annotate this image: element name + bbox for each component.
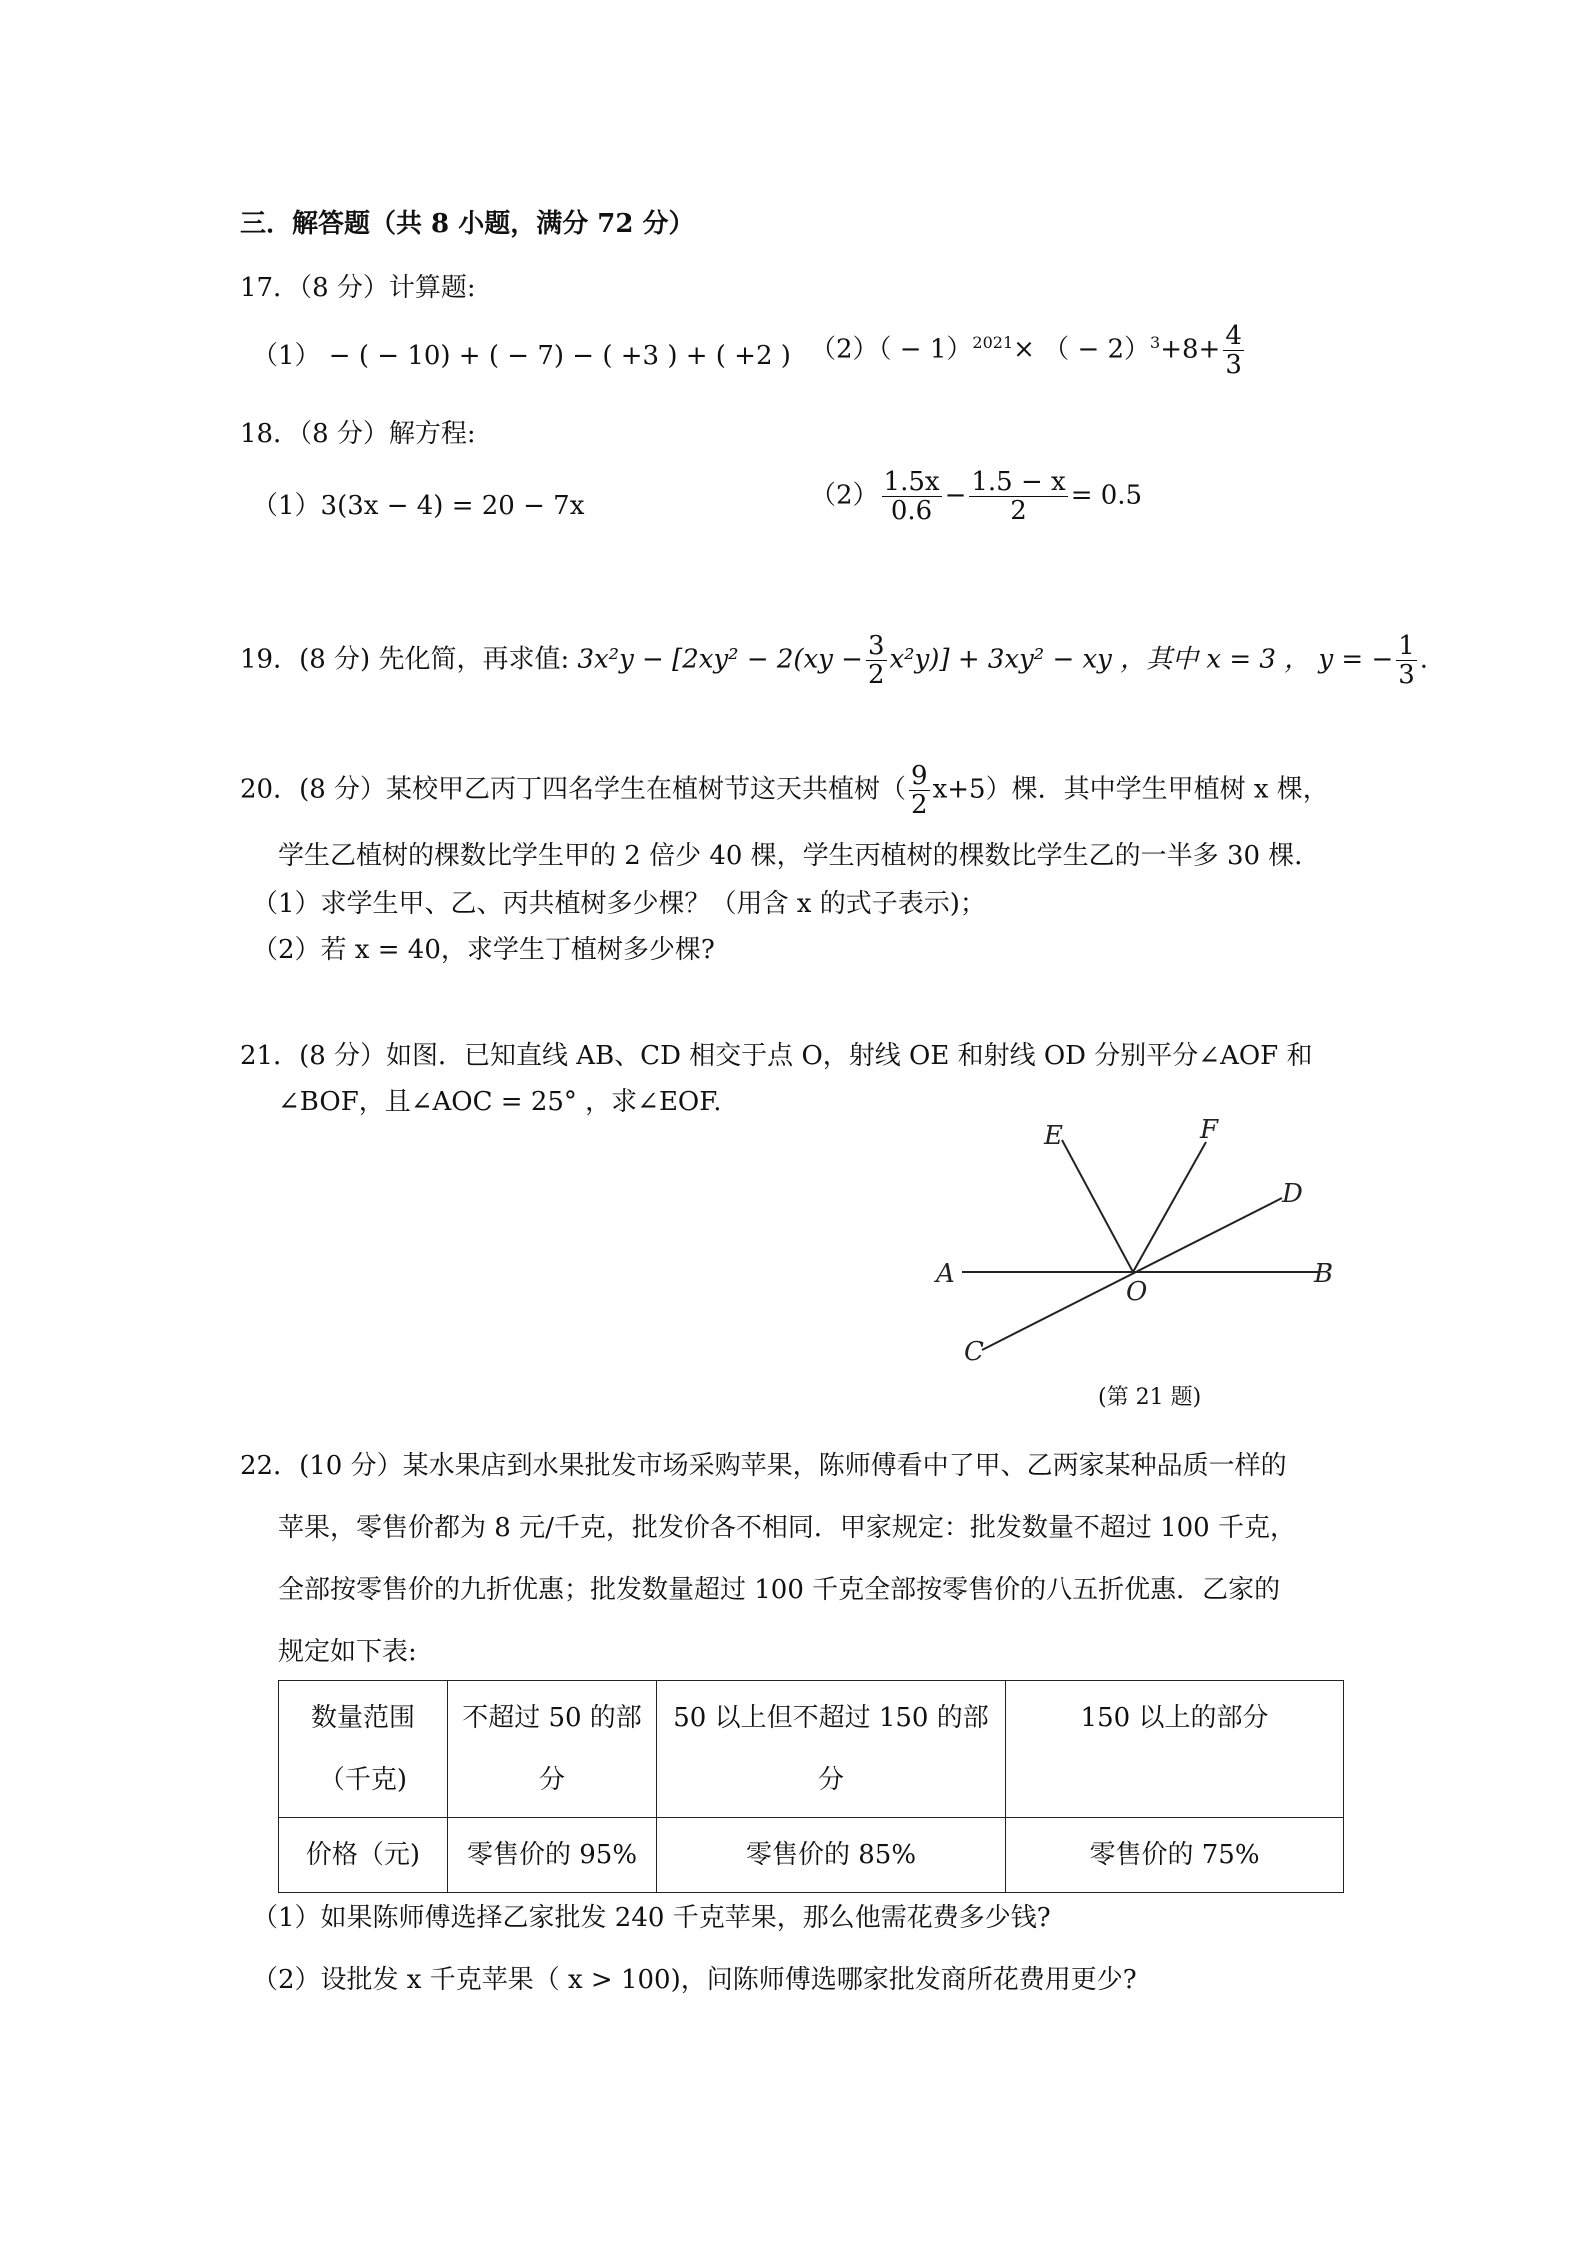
figure-caption: (第 21 题) bbox=[1098, 1385, 1202, 1410]
q21-line2: ∠BOF，且∠AOC = 25° ，求∠EOF. bbox=[278, 1087, 722, 1117]
q20-text: 20．(8 分）某校甲乙丙丁四名学生在植树节这天共植树（ bbox=[240, 774, 907, 805]
q18-minus: − bbox=[944, 480, 967, 511]
q20-part1: （1）求学生甲、乙、丙共植树多少棵？（用含 x 的式子表示)； bbox=[252, 889, 986, 919]
q19 bbox=[240, 632, 1428, 689]
line-cd bbox=[982, 1198, 1282, 1350]
q22-line2: 苹果，零售价都为 8 元/千克，批发价各不相同．甲家规定：批发数量不超过 100 千克， bbox=[278, 1513, 1296, 1543]
angle-figure bbox=[920, 1110, 1360, 1410]
table-cell: 价格（元) bbox=[279, 1818, 448, 1893]
q20-fraction: $\frac{9}{2}$ bbox=[911, 761, 928, 820]
table-cell: 数量范围 （千克) bbox=[279, 1681, 448, 1818]
q20-text2: x+5）棵．其中学生甲植树 x 棵， bbox=[932, 774, 1329, 805]
label-o: O bbox=[1126, 1277, 1148, 1307]
table-row bbox=[279, 1681, 1344, 1818]
q17-heading: 17．（8 分）计算题: bbox=[240, 273, 476, 303]
ray-oe bbox=[1062, 1140, 1133, 1272]
ray-of bbox=[1133, 1142, 1206, 1272]
q18-p2-label: （2） bbox=[810, 480, 879, 511]
q18-fraction1: $\frac{1.5x}{0.6}$ bbox=[883, 467, 940, 526]
section-title: 三．解答题（共 8 小题，满分 72 分） bbox=[240, 209, 695, 239]
q19-text: 19．(8 分) 先化简，再求值: bbox=[240, 644, 570, 675]
q22-part1: （1）如果陈师傅选择乙家批发 240 千克苹果，那么他需花费多少钱? bbox=[252, 1903, 1051, 1933]
q19-period: . bbox=[1419, 644, 1429, 675]
q17-exponent: 2021 bbox=[972, 332, 1014, 352]
q17-p2-text: （2）（ − 1） bbox=[810, 334, 973, 365]
label-e: E bbox=[1044, 1121, 1063, 1151]
label-c: C bbox=[964, 1337, 984, 1367]
q18-equals: = 0.5 bbox=[1070, 480, 1143, 511]
table-cell: 零售价的 75% bbox=[1006, 1818, 1344, 1893]
q22-part2: （2）设批发 x 千克苹果（ x > 100)，问陈师傅选哪家批发商所花费用更少? bbox=[252, 1965, 1137, 1995]
q19-fraction: $\frac{3}{2}$ bbox=[867, 631, 885, 690]
table-cell: 零售价的 95% bbox=[448, 1818, 657, 1893]
q22-line3: 全部按零售价的九折优惠；批发数量超过 100 千克全部按零售价的八五折优惠．乙家的 bbox=[278, 1575, 1281, 1605]
table-cell: 零售价的 85% bbox=[657, 1818, 1006, 1893]
q18-part2 bbox=[810, 468, 1142, 525]
label-f: F bbox=[1200, 1115, 1219, 1145]
q18-fraction2: $\frac{1.5 - x}{2}$ bbox=[971, 467, 1066, 526]
label-a: A bbox=[936, 1259, 955, 1289]
label-b: B bbox=[1314, 1259, 1334, 1289]
table-row bbox=[279, 1818, 1344, 1893]
price-table bbox=[278, 1680, 1344, 1893]
q17-p2-text2: × （ − 2） bbox=[1013, 334, 1151, 365]
q19-fraction2: $\frac{1}{3}$ bbox=[1398, 631, 1415, 690]
q21-line1: 21．(8 分）如图．已知直线 AB、CD 相交于点 O，射线 OE 和射线 OD 分别平分∠AOF 和 bbox=[240, 1041, 1313, 1071]
q22-line4: 规定如下表: bbox=[278, 1637, 417, 1667]
q20-line1 bbox=[240, 762, 1329, 819]
q17-part1: （1） − ( − 10) + ( − 7) − ( +3 ) + ( +2 ) bbox=[252, 341, 791, 371]
q18-heading: 18．（8 分）解方程: bbox=[240, 419, 476, 449]
q20-part2: （2）若 x = 40，求学生丁植树多少棵? bbox=[252, 935, 715, 965]
q19-expr: 3x²y − [2xy² − 2(xy − bbox=[577, 644, 863, 675]
table-cell: 不超过 50 的部 分 bbox=[448, 1681, 657, 1818]
table-cell: 50 以上但不超过 150 的部分 bbox=[657, 1681, 1006, 1818]
q18-part1: （1）3(3x − 4) = 20 − 7x bbox=[252, 491, 585, 521]
q19-expr2: x²y)] + 3xy² − xy ，其中 x = 3 ， y = − bbox=[889, 644, 1394, 675]
q17-fraction: $\frac{4}{3}$ bbox=[1225, 321, 1242, 380]
table-cell: 150 以上的部分 bbox=[1006, 1681, 1344, 1818]
q20-line2: 学生乙植树的棵数比学生甲的 2 倍少 40 棵，学生丙植树的棵数比学生乙的一半多 30 棵． bbox=[278, 841, 1321, 871]
label-d: D bbox=[1282, 1179, 1303, 1209]
q17-exponent2: 3 bbox=[1150, 332, 1161, 352]
q22-line1: 22．(10 分）某水果店到水果批发市场采购苹果，陈师傅看中了甲、乙两家某种品质一样的 bbox=[240, 1451, 1287, 1481]
q17-part2 bbox=[810, 322, 1247, 379]
q17-p2-text3: +8+ bbox=[1160, 334, 1221, 365]
